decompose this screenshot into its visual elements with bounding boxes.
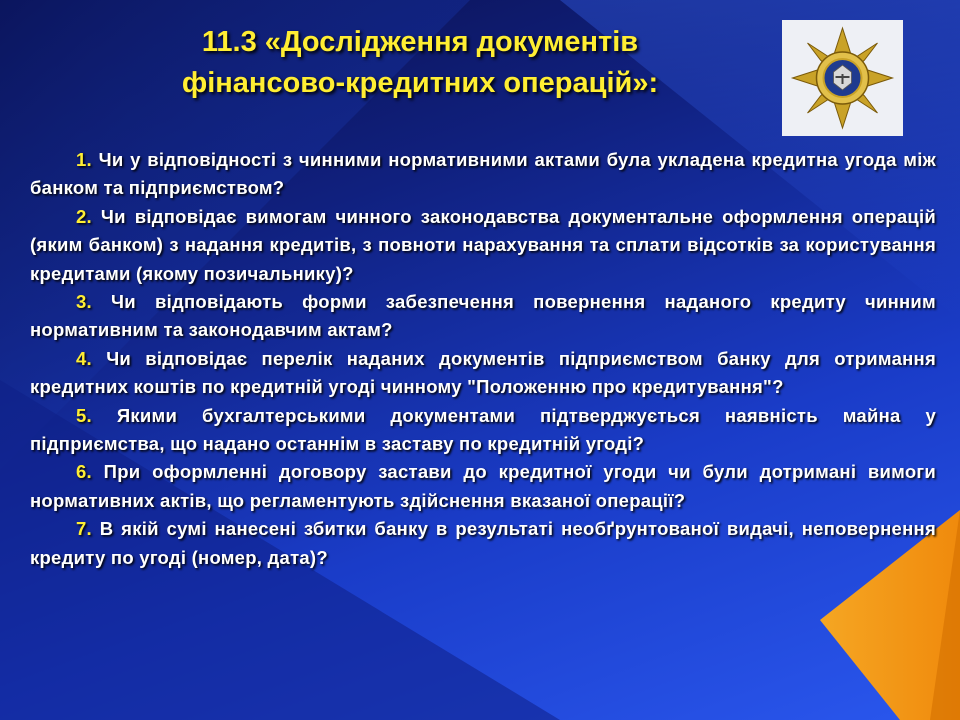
question-item bbox=[30, 203, 936, 288]
question-text: При оформленні договору застави до кредитної угоди чи були дотримані вимоги нормативних актів, що регламентують здійснення вказаної операції? bbox=[30, 461, 936, 511]
question-number: 1. bbox=[76, 149, 92, 170]
page-title bbox=[80, 22, 760, 104]
question-item bbox=[30, 458, 936, 515]
question-item bbox=[30, 146, 936, 203]
question-number: 3. bbox=[76, 291, 92, 313]
question-text: Чи відповідає перелік наданих документів підприємством банку для отримання кредитних коштів по кредитній угоді чинному "Положенню про кредитування"? bbox=[30, 347, 937, 398]
question-list bbox=[30, 146, 936, 572]
tax-police-emblem-icon bbox=[782, 20, 903, 136]
question-item bbox=[30, 288, 936, 345]
question-number: 4. bbox=[76, 347, 92, 369]
question-text: Чи відповідають форми забезпечення повернення наданого кредиту чинним нормативним та законодавчим актам? bbox=[30, 291, 936, 341]
question-text: Чи у відповідності з чинними нормативними актами була укладена кредитна угода між банком та підприємством? bbox=[30, 149, 937, 199]
title-line-2: фінансово-кредитних операцій»: bbox=[181, 67, 659, 99]
question-number: 7. bbox=[76, 518, 92, 540]
question-item bbox=[30, 515, 936, 572]
question-number: 5. bbox=[76, 404, 92, 426]
question-item bbox=[30, 402, 936, 459]
question-number: 2. bbox=[76, 205, 92, 227]
question-text: В якій сумі нанесені збитки банку в результаті необґрунтованої видачі, неповернення кредиту по угоді (номер, дата)? bbox=[30, 518, 936, 568]
question-text: Чи відповідає вимогам чинного законодавства документальне оформлення операцій (яким банком) з надання кредитів, з повноти нарахування та сплати відсотків за користування кредитами (якому позичальнику)? bbox=[30, 205, 936, 284]
question-number: 6. bbox=[76, 461, 92, 483]
title-line-1: 11.3 «Дослідження документів bbox=[201, 26, 639, 58]
question-item bbox=[30, 345, 936, 402]
question-text: Якими бухгалтерськими документами підтверджується наявність майна у підприємства, що надано останнім в заставу по кредитній угоді? bbox=[30, 404, 936, 455]
